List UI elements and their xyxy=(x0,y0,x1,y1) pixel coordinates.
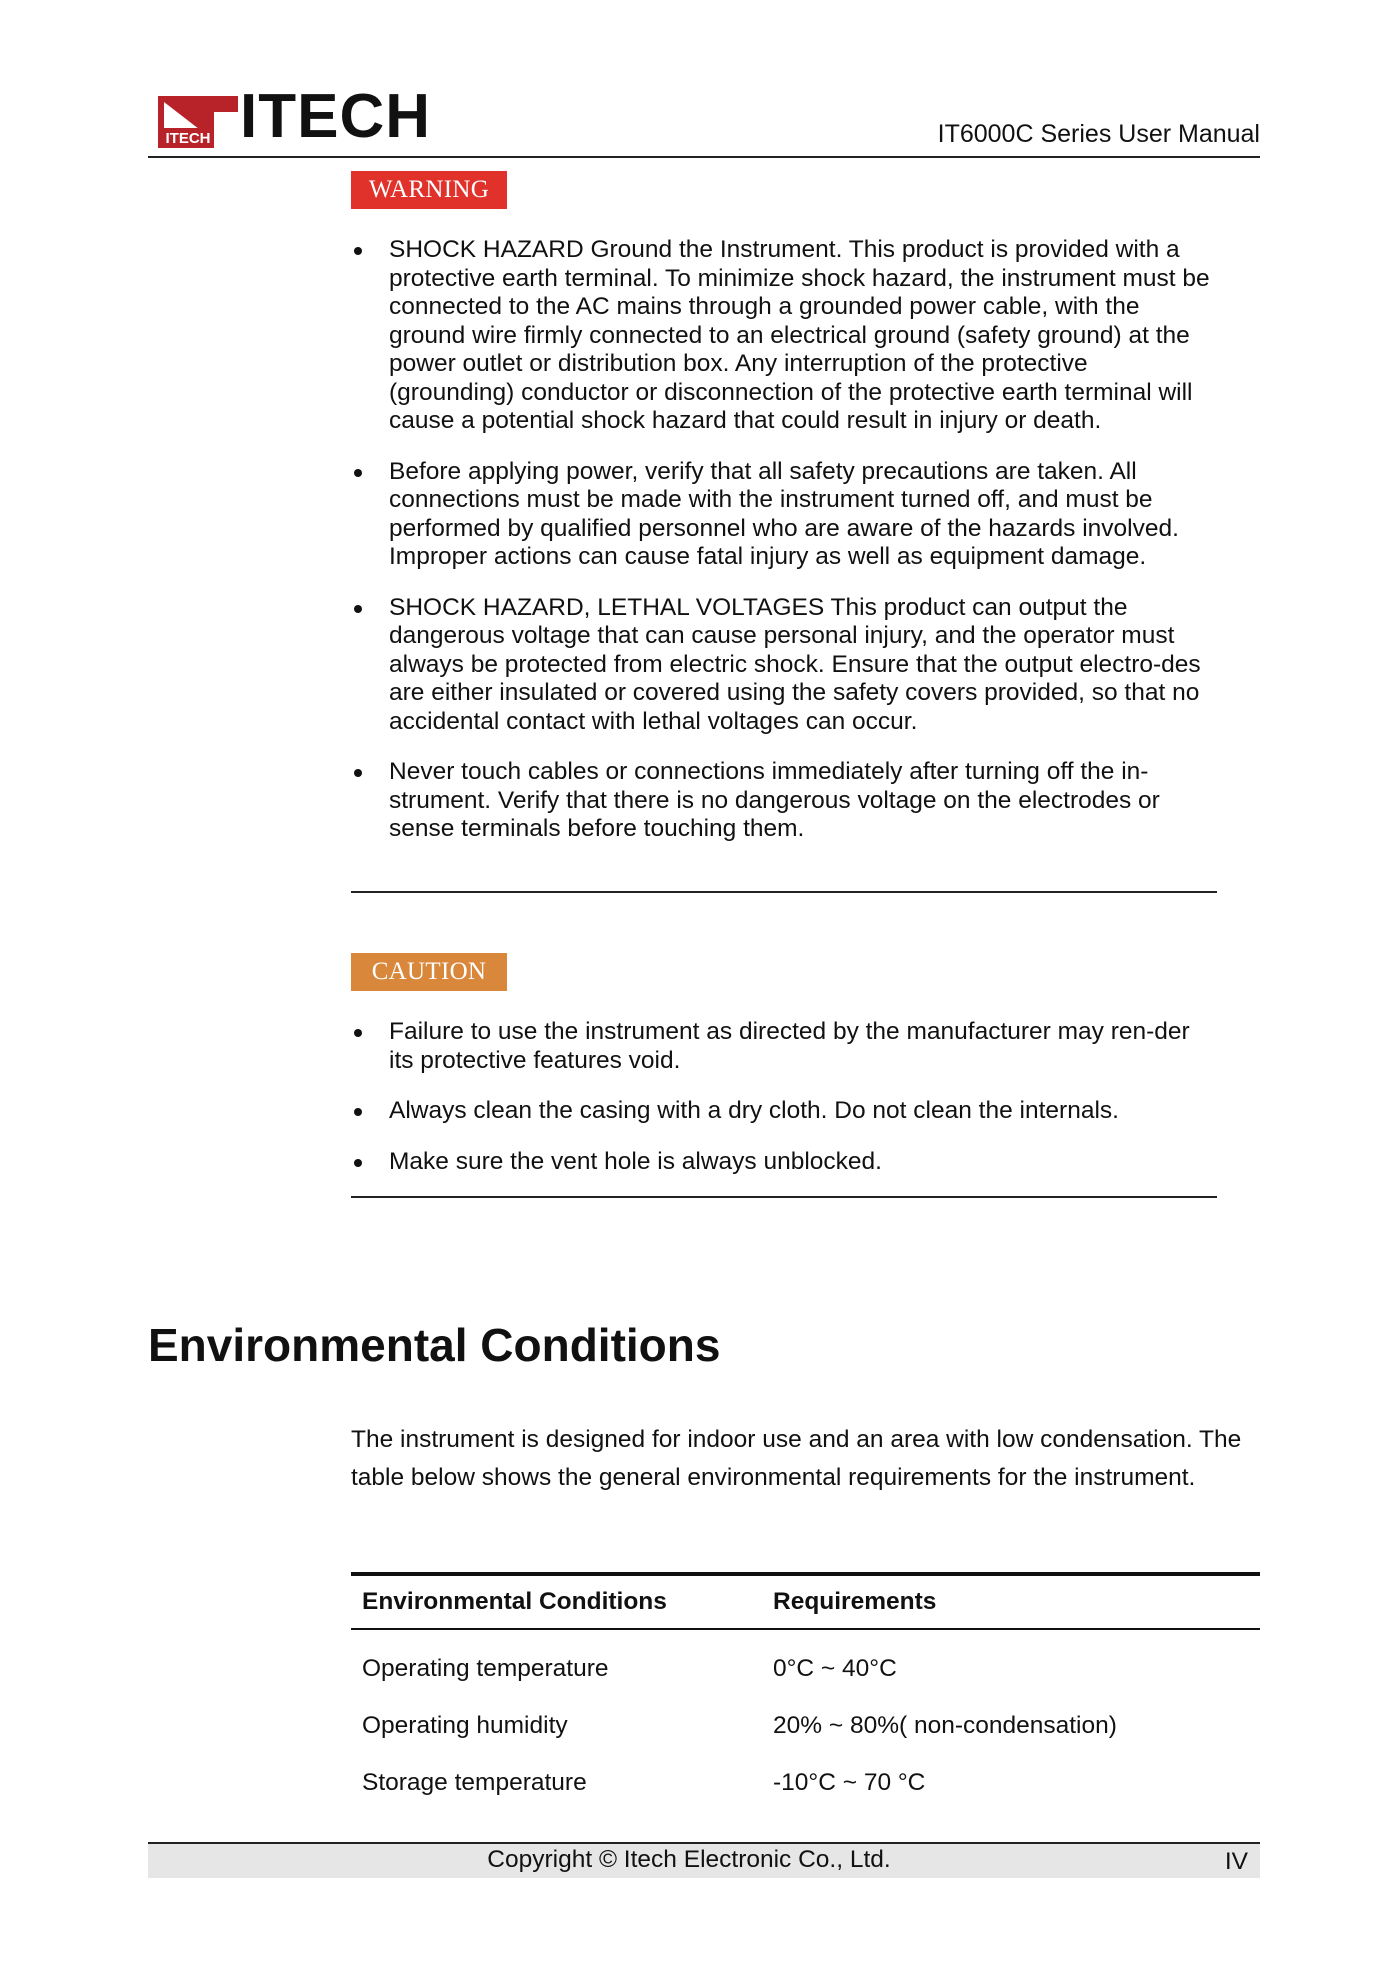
table-cell: Operating temperature xyxy=(362,1654,609,1682)
header-rule xyxy=(148,156,1260,158)
table-cell: 0°C ~ 40°C xyxy=(773,1654,897,1682)
list-item: SHOCK HAZARD Ground the Instrument. This product is provided with a protective earth terminal. To minimize shock hazard, the instrument must be connected to the AC mains through a grounded power cable, with the ground wire firmly connected to an electrical ground (safety ground) at the power outlet or distribution box. Any interruption of the protective (grounding) conductor or disconnection of the protective earth terminal will cause a potential shock hazard that could result in injury or death. xyxy=(351,236,1217,436)
manual-title: IT6000C Series User Manual xyxy=(937,120,1260,148)
list-item: Failure to use the instrument as directed by the manufacturer may ren-der its protective features void. xyxy=(351,1018,1217,1075)
table-row xyxy=(351,1754,1260,1811)
column-header: Requirements xyxy=(762,1574,1260,1629)
warning-label: WARNING xyxy=(351,171,507,209)
section-heading: Environmental Conditions xyxy=(148,1319,721,1371)
table-cell: Storage temperature xyxy=(362,1768,587,1796)
list-item: Always clean the casing with a dry cloth. Do not clean the internals. xyxy=(351,1097,1217,1126)
table-cell: Operating humidity xyxy=(362,1711,568,1739)
table-row xyxy=(351,1629,1260,1697)
table-cell: 20% ~ 80%( non-condensation) xyxy=(773,1711,1117,1739)
page-header xyxy=(148,82,1260,156)
itech-logo xyxy=(158,82,448,151)
warning-list xyxy=(351,236,1217,844)
list-item: Make sure the vent hole is always unblocked. xyxy=(351,1148,1217,1177)
column-header: Environmental Conditions xyxy=(351,1574,762,1629)
logo-badge-text: ITECH xyxy=(165,130,211,147)
page-number: IV xyxy=(1224,1848,1248,1875)
table-cell: -10°C ~ 70 °C xyxy=(773,1768,926,1796)
caution-rule xyxy=(351,1196,1217,1198)
intro-paragraph: The instrument is designed for indoor use and an area with low condensation. The table below shows the general environmental requirements for the instrument. xyxy=(351,1426,1242,1491)
table-header-row xyxy=(351,1574,1260,1629)
list-item: Before applying power, verify that all safety precautions are taken. All connections must be made with the instrument turned off, and must be performed by qualified personnel who are aware of the hazards involved. Improper actions can cause fatal injury as well as equipment damage. xyxy=(351,458,1217,572)
caution-list xyxy=(351,1018,1217,1176)
environment-table xyxy=(351,1572,1260,1811)
list-item: Never touch cables or connections immediately after turning off the in-strument. Verify that there is no dangerous voltage on the electrodes or sense terminals before touching them. xyxy=(351,758,1217,844)
page-footer xyxy=(148,1842,1260,1878)
list-item: SHOCK HAZARD, LETHAL VOLTAGES This product can output the dangerous voltage that can cause personal injury, and the operator must always be protected from electric shock. Ensure that the output electro-des are either insulated or covered using the safety covers provided, so that no accidental contact with lethal voltages can occur. xyxy=(351,594,1217,737)
warning-rule xyxy=(351,891,1217,893)
copyright-text: Copyright © Itech Electronic Co., Ltd. xyxy=(487,1846,891,1873)
caution-label: CAUTION xyxy=(351,953,507,991)
table-row xyxy=(351,1697,1260,1754)
itech-logo-mark-icon xyxy=(158,96,238,148)
logo-wordmark: ITECH xyxy=(240,82,431,151)
